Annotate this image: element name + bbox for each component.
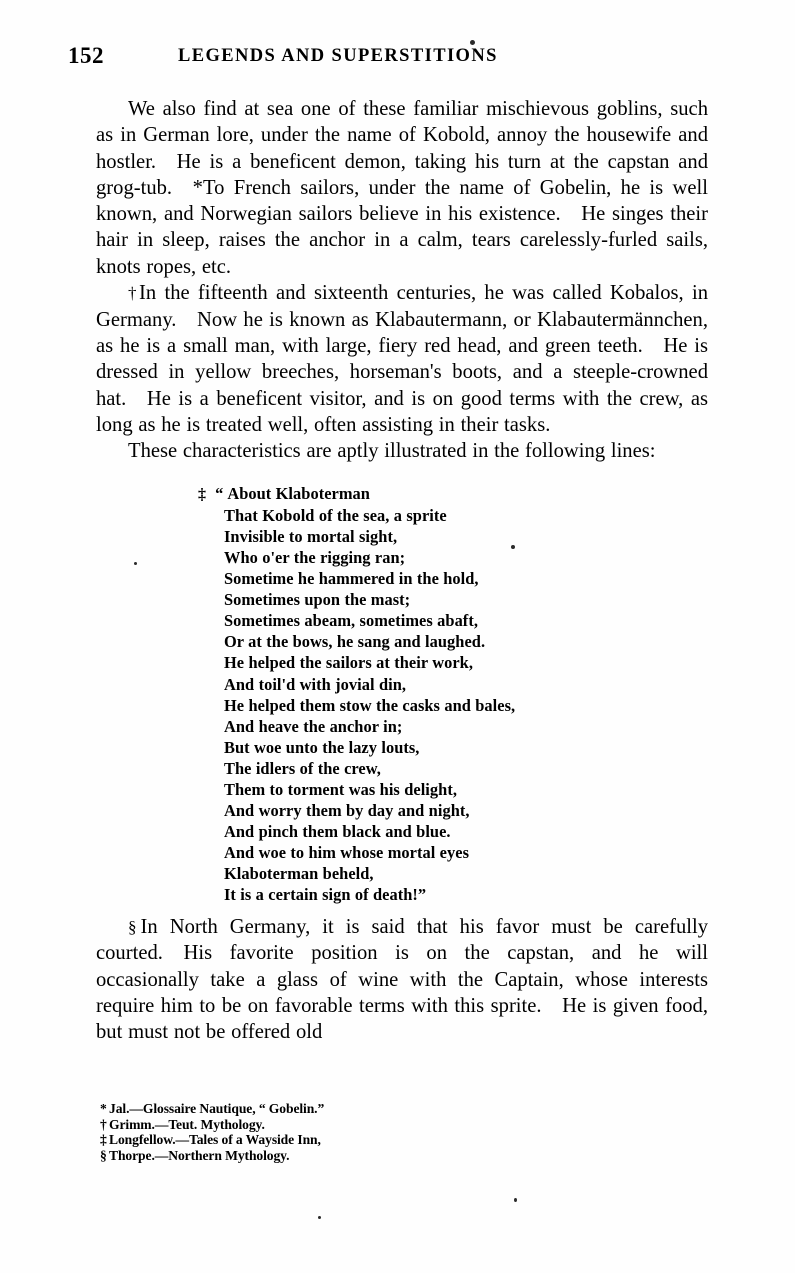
paragraph-2 (96, 280, 708, 438)
paragraph-1-text: We also find at sea one of these familiar mischievous goblins, such as in German lore, under the name of Kobold, annoy the housewife and hostler. He is a beneficent demon, taking his turn at the capstan and grog-tub. *To French sailors, under the name of Gobelin, he is well known, and Norwegian sailors believe in his existence. He singes their hair in sleep, raises the anchor in a calm, tears carelessly-furled sails, knots ropes, etc. (96, 98, 708, 278)
verse-line-first (198, 483, 708, 505)
footnotes-block (100, 1101, 520, 1163)
footnote-item (100, 1117, 520, 1133)
verse-line: He helped the sailors at their work, (224, 653, 473, 673)
footnote-text: Thorpe.—Northern Mythology. (109, 1147, 290, 1163)
verse-line: And heave the anchor in; (224, 716, 403, 736)
verse-line-text: About Klaboterman (227, 483, 370, 503)
footnote-text: Jal.—Glossaire Nautique, “ Gobelin.” (109, 1101, 325, 1116)
verse-line: Klaboterman beheld, (224, 864, 374, 884)
footnote-marker-dagger: † (128, 283, 140, 303)
verse-line: But woe unto the lazy louts, (224, 737, 420, 757)
verse-line: That Kobold of the sea, a sprite (224, 505, 447, 525)
scan-speck (514, 1198, 517, 1202)
footnote-text: Longfellow.—Tales of a Wayside Inn, (109, 1132, 321, 1148)
scan-speck (318, 1216, 321, 1219)
footnote-mark: § (100, 1147, 107, 1163)
page-number: 152 (68, 43, 104, 68)
paragraph-closing (96, 914, 708, 1046)
footnote-mark: * (100, 1101, 107, 1116)
footnote-text: Grimm.—Teut. Mythology. (109, 1116, 265, 1132)
verse-line: Invisible to mortal sight, (224, 526, 398, 546)
text-column (96, 96, 708, 1046)
verse-line: Or at the bows, he sang and laughed. (224, 632, 486, 652)
verse-line: Sometime he hammered in the hold, (224, 569, 479, 589)
verse-line: He helped them stow the casks and bales, (224, 695, 516, 715)
verse-open-quote: “ (215, 483, 224, 503)
footnote-mark: ‡ (100, 1132, 107, 1148)
paragraph-1 (96, 96, 708, 280)
verse-line: And pinch them black and blue. (224, 822, 451, 842)
paragraph-3-text: These characteristics are aptly illustrated in the following lines: (128, 440, 656, 463)
verse-line: Who o'er the rigging ran; (224, 547, 406, 567)
verse-block (96, 483, 708, 906)
verse-line: And toil'd with jovial din, (224, 674, 407, 694)
verse-line: It is a certain sign of death!” (224, 885, 427, 905)
verse-line: Them to torment was his delight, (224, 779, 457, 799)
paragraph-2-text: In the fifteenth and sixteenth centuries, he was called Kobalos, in Germany. Now he is known as Klabautermann, or Klabautermännchen, as he is a small man, with large, fiery red head, and green teeth. He is dressed in yellow breeches, horseman's boots, and a steeple-crowned hat. He is a beneficent visitor, and is on good terms with the crew, as long as he is treated well, often assisting in their tasks. (96, 282, 708, 437)
footnote-item (100, 1148, 520, 1164)
footnote-marker-double-dagger: ‡ (198, 485, 207, 503)
verse-line: And worry them by day and night, (224, 801, 470, 821)
verse-line: Sometimes abeam, sometimes abaft, (224, 611, 478, 631)
running-title: LEGENDS AND SUPERSTITIONS (178, 46, 498, 66)
verse-line: Sometimes upon the mast; (224, 590, 411, 610)
footnote-item (100, 1132, 520, 1148)
footnote-item (100, 1101, 520, 1117)
verse-line: The idlers of the crew, (224, 758, 381, 778)
paragraph-closing-text: In North Germany, it is said that his favor must be carefully courted. His favorite position is on the capstan, and he will occasionally take a glass of wine with the Captain, whose interests require him to be on favorable terms with this sprite. He is given food, but must not be offered old (96, 915, 708, 1044)
footnote-mark: † (100, 1116, 107, 1132)
paragraph-3 (96, 438, 708, 464)
footnote-marker-section: § (128, 917, 137, 937)
verse-line: And woe to him whose mortal eyes (224, 843, 469, 863)
running-head (68, 43, 727, 69)
